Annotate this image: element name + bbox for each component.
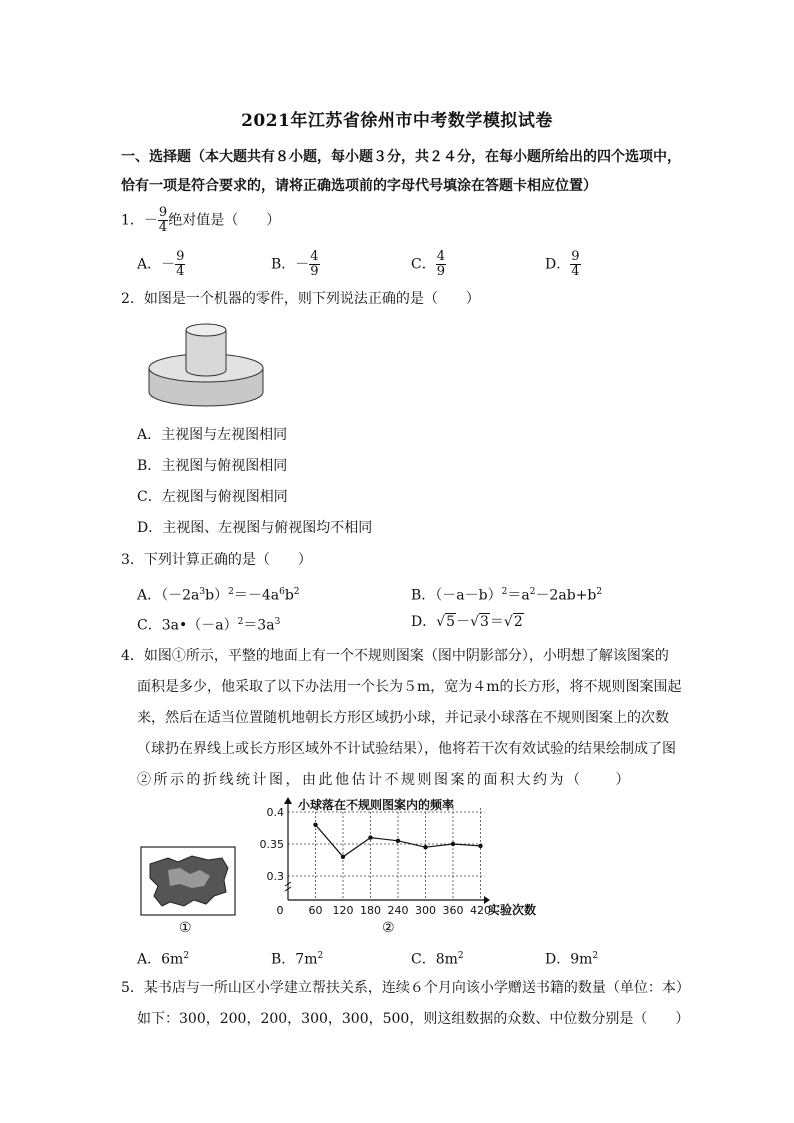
x-tick-label: 240: [387, 904, 409, 917]
option-value: 8m: [435, 951, 458, 968]
exp: 2: [457, 951, 464, 961]
chart-grid: [288, 808, 485, 900]
radicand: 2: [513, 614, 523, 630]
option-label: C．: [137, 617, 162, 634]
q1-number: 1．: [121, 212, 144, 229]
expr: ＝－4a: [233, 587, 280, 604]
expr: b）: [205, 587, 229, 604]
frac-num: 4: [436, 249, 445, 264]
exp: 3: [274, 617, 281, 627]
option-label: D．: [411, 614, 437, 630]
question-1: [121, 206, 280, 235]
x-tick-label: 300: [415, 904, 436, 917]
q5-line-2: 如下：300，200，200，300，300，500，则这组数据的众数、中位数分别是（ ）: [137, 1011, 690, 1027]
chart-x-ticks: [277, 904, 492, 917]
option-value: 9m: [570, 951, 593, 968]
option-label: B．: [271, 256, 296, 273]
q4-option-d: [545, 946, 598, 970]
q3-option-d: D．√5－√3＝√2: [411, 614, 523, 630]
q2-option-b: B．主视图与俯视图相同: [137, 458, 288, 474]
frac-num: 9: [571, 249, 580, 264]
option-label: A．: [137, 256, 162, 273]
frac-num: 4: [310, 249, 319, 264]
x-tick-label: 0: [276, 904, 284, 917]
option-label: B．: [411, 587, 436, 604]
q1-option-a: [137, 250, 185, 279]
q4-line-5: ②所示的折线统计图，由此他估计不规则图案的面积大约为（ ）: [137, 772, 632, 788]
q1-frac-den: 4: [158, 220, 168, 235]
exp: 6: [279, 587, 285, 597]
chart-axes: [284, 797, 490, 904]
x-tick-label: 360: [442, 904, 464, 917]
q2-option-a: A．主视图与左视图相同: [137, 427, 288, 443]
exp: 2: [596, 587, 603, 597]
section-heading-line1: 一、选择题（本大题共有８小题，每小题３分，共２４分，在每小题所给出的四个选项中，: [121, 149, 681, 165]
radicand: 5: [446, 614, 456, 630]
option-sign: －: [161, 256, 176, 273]
x-tick-label: 60: [308, 904, 323, 917]
question-3: 3．下列计算正确的是（ ）: [121, 552, 312, 568]
fig2-label: ②: [382, 920, 395, 936]
data-point: [396, 839, 400, 843]
q1-frac-num: 9: [158, 205, 168, 220]
x-tick-label: 180: [360, 904, 381, 917]
fig1-label: ①: [179, 920, 192, 936]
expr: －: [456, 614, 471, 630]
expr: （－a－b）: [435, 587, 502, 604]
option-label: C．: [411, 256, 436, 273]
q4-option-b: [271, 946, 323, 970]
y-tick-label: 0.4: [266, 806, 284, 819]
data-point: [341, 855, 345, 859]
expr: （－2a: [161, 587, 200, 604]
q3-option-a: [137, 582, 300, 606]
q1-minus: －: [143, 212, 158, 229]
exp: 2: [529, 587, 536, 597]
exp: 2: [592, 951, 599, 961]
data-point: [478, 844, 482, 848]
q5-line-1: 5．某书店与一所山区小学建立帮扶关系，连续６个月向该小学赠送书籍的数量（单位：本）: [121, 980, 690, 996]
frac-den: 4: [176, 264, 185, 279]
option-fraction: [570, 250, 580, 279]
q4-line-4: （球扔在界线上或长方形区域外不计试验结果），他将若干次有效试验的结果绘制成了图: [137, 741, 676, 757]
option-label: A．: [137, 587, 162, 604]
y-tick-label: 0.35: [259, 838, 284, 851]
machine-part-figure: [146, 320, 266, 412]
exp: 2: [183, 951, 190, 961]
expr: －2ab+b: [535, 587, 597, 604]
x-tick-label: 120: [332, 904, 354, 917]
question-2: 2．如图是一个机器的零件，则下列说法正确的是（ ）: [121, 291, 480, 307]
q1-option-d: [545, 250, 581, 279]
exp: 2: [317, 951, 324, 961]
option-fraction: [309, 250, 319, 279]
option-value: 7m: [295, 951, 318, 968]
frac-den: 4: [571, 264, 580, 279]
q2-option-d: D．主视图、左视图与俯视图均不相同: [137, 520, 373, 536]
q2-option-c: C．左视图与俯视图相同: [137, 489, 288, 505]
data-point: [423, 845, 427, 849]
option-label: D．: [545, 951, 571, 968]
expr: b: [284, 587, 294, 604]
data-point: [313, 823, 317, 827]
exp: 2: [237, 617, 244, 627]
frac-num: 9: [176, 249, 185, 264]
q1-fraction: [158, 206, 168, 235]
chart-xlabel: 实验次数: [488, 903, 537, 917]
frac-den: 9: [310, 264, 319, 279]
q4-option-a: [137, 946, 189, 970]
exp: 2: [293, 587, 300, 597]
expr: ＝: [489, 614, 504, 630]
option-label: D．: [545, 256, 571, 273]
q4-line-2: 面积是多少，他采取了以下办法用一个长为５m，宽为４m的长方形，将不规则图案围起: [137, 679, 682, 695]
x-tick-label: 420: [470, 904, 491, 917]
option-sign: －: [295, 256, 310, 273]
q1-option-c: [411, 250, 446, 279]
page-title: 2021年江苏省徐州市中考数学模拟试卷: [241, 111, 553, 131]
frac-den: 9: [436, 264, 445, 279]
irregular-pattern-figure: [140, 846, 236, 916]
q4-option-c: [411, 946, 464, 970]
q4-line-1: 4．如图①所示，平整的地面上有一个不规则图案（图中阴影部分），小明想了解该图案的: [121, 648, 669, 664]
q3-option-c: [137, 612, 280, 636]
option-label: C．: [411, 951, 436, 968]
exp: 2: [501, 587, 508, 597]
frequency-line-chart: [259, 796, 537, 922]
chart-title: 小球落在不规则图案内的频率: [298, 798, 455, 812]
exp: 2: [228, 587, 234, 597]
q1-stem: 绝对值是（ ）: [168, 212, 281, 229]
exp: 3: [199, 587, 206, 597]
radicand: 3: [480, 614, 489, 630]
expr: ＝a: [507, 587, 530, 604]
option-fraction: [175, 250, 185, 279]
data-point: [368, 835, 372, 839]
option-label: B．: [271, 951, 296, 968]
q1-option-b: [271, 250, 320, 279]
q3-option-b: [411, 582, 602, 606]
option-fraction: [436, 250, 446, 279]
chart-y-ticks: [260, 806, 285, 883]
y-axis-arrow: [284, 797, 292, 804]
q4-line-3: 来，然后在适当位置随机地朝长方形区域扔小球，并记录小球落在不规则图案上的次数: [137, 710, 669, 726]
section-heading-line2: 恰有一项是符合要求的，请将正确选项前的字母代号填涂在答题卡相应位置）: [121, 178, 597, 194]
data-point: [451, 842, 455, 846]
y-tick-label: 0.3: [266, 870, 284, 883]
option-value: 6m: [161, 951, 184, 968]
expr: ＝3a: [243, 617, 275, 634]
expr: 3a•（－a）: [161, 617, 238, 634]
option-label: A．: [137, 951, 162, 968]
